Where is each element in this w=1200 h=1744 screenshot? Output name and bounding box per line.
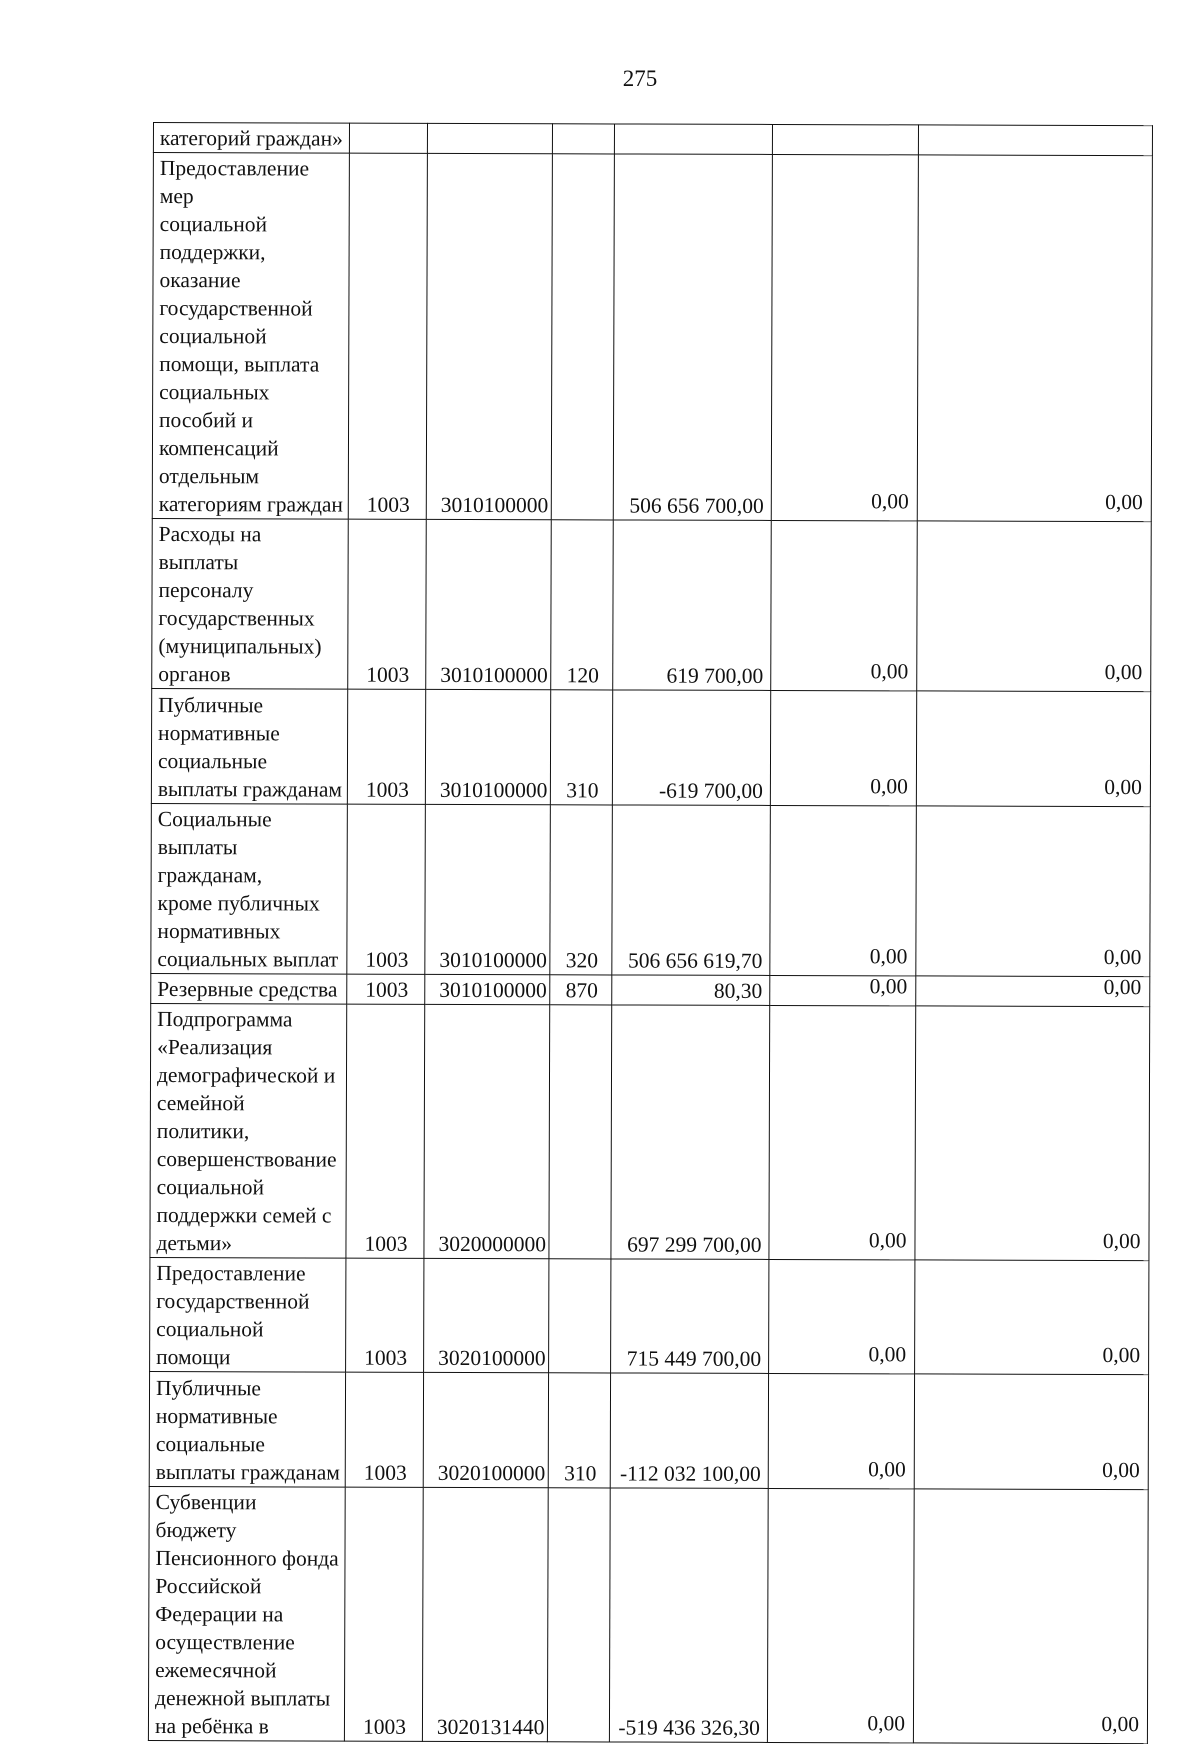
expense-type: 870 — [550, 975, 612, 1005]
amount-current: 506 656 619,70 — [612, 805, 771, 975]
target-code — [427, 123, 552, 153]
section-code: 1003 — [346, 1258, 424, 1372]
amount-plan-year — [915, 1260, 1149, 1375]
amount-current: 697 299 700,00 — [611, 1005, 770, 1259]
amount-next-year — [770, 805, 917, 975]
section-code: 1003 — [347, 804, 426, 974]
budget-table-wrapper — [148, 122, 1152, 1744]
amount-plan-year — [916, 691, 1150, 807]
amount-next-year — [771, 520, 918, 690]
target-code: 3020131440 — [422, 1487, 548, 1741]
amount-current: 715 449 700,00 — [611, 1259, 769, 1373]
expense-type: 310 — [548, 1373, 610, 1488]
table-row — [151, 803, 1151, 976]
budget-table — [148, 122, 1153, 1744]
table-row — [152, 518, 1152, 691]
target-code: 3020000000 — [424, 1004, 550, 1258]
section-code: 1003 — [347, 974, 425, 1004]
amount-current: 506 656 700,00 — [613, 154, 772, 520]
expense-type — [549, 1259, 611, 1373]
expense-type: 120 — [551, 520, 614, 690]
row-name: Подпрограмма «Реализация демографической и семейной политики, совершенствование социальной поддержки семей с детьми» — [150, 1003, 347, 1258]
amount-current: -112 032 100,00 — [610, 1373, 768, 1488]
amount-plan-year-value: 0,00 — [1101, 1711, 1140, 1737]
amount-next-year — [772, 124, 918, 154]
expense-type — [549, 1005, 612, 1259]
amount-current: -619 700,00 — [612, 690, 770, 805]
amount-plan-year-value: 0,00 — [1104, 774, 1142, 800]
amount-next-year-value: 0,00 — [867, 1711, 906, 1736]
target-code: 3010100000 — [425, 804, 551, 974]
row-name: Расходы на выплаты персоналу государственных (муниципальных) органов — [152, 518, 349, 689]
amount-plan-year-value: 0,00 — [1104, 659, 1143, 685]
section-code — [349, 123, 427, 153]
section-code: 1003 — [345, 1372, 423, 1487]
amount-plan-year — [915, 1006, 1150, 1261]
table-row — [151, 688, 1150, 806]
amount-current: -519 436 326,30 — [609, 1488, 768, 1742]
amount-next-year-value: 0,00 — [868, 1342, 907, 1367]
amount-next-year — [771, 154, 918, 520]
amount-next-year — [770, 975, 916, 1005]
amount-next-year-value: 0,00 — [869, 974, 908, 999]
target-code: 3020100000 — [424, 1258, 549, 1372]
amount-plan-year — [916, 976, 1150, 1007]
row-name: категорий граждан» — [153, 123, 349, 154]
expense-type: 320 — [550, 805, 613, 975]
amount-next-year — [768, 1373, 914, 1488]
amount-plan-year — [913, 1489, 1148, 1744]
amount-next-year — [767, 1488, 914, 1742]
amount-plan-year-value: 0,00 — [1103, 944, 1142, 970]
amount-plan-year-value: 0,00 — [1102, 1342, 1141, 1368]
amount-plan-year-value: 0,00 — [1105, 489, 1143, 515]
target-code: 3020100000 — [423, 1372, 548, 1487]
amount-plan-year — [914, 1374, 1148, 1490]
expense-type — [547, 1488, 610, 1742]
table-row — [150, 1003, 1150, 1260]
amount-plan-year-value: 0,00 — [1103, 974, 1142, 1000]
row-name: Предоставление мер социальной поддержки, оказание государственной социальной помощи, выплата социальных пособий и компенсаций отдельным категориям граждан — [152, 153, 349, 520]
amount-plan-year — [917, 521, 1152, 692]
amount-plan-year-value: 0,00 — [1102, 1228, 1141, 1254]
amount-next-year — [769, 1259, 915, 1373]
amount-plan-year-value: 0,00 — [1102, 1457, 1140, 1483]
row-name: Публичные нормативные социальные выплаты гражданам — [151, 688, 347, 804]
row-name: Социальные выплаты гражданам, кроме публичных нормативных социальных выплат — [151, 803, 348, 974]
row-name: Резервные средства — [151, 973, 347, 1004]
table-row — [149, 1371, 1148, 1489]
row-name: Субвенции бюджету Пенсионного фонда Российской Федерации на осуществление ежемесячной денежной выплаты на ребёнка в — [148, 1486, 345, 1741]
expense-type — [551, 154, 614, 520]
amount-next-year — [770, 690, 916, 805]
amount-next-year-value: 0,00 — [868, 1228, 907, 1253]
target-code: 3010100000 — [426, 519, 552, 689]
target-code: 3010100000 — [426, 153, 552, 519]
expense-type: 310 — [550, 690, 612, 805]
amount-next-year-value: 0,00 — [868, 1457, 906, 1482]
amount-plan-year — [918, 125, 1152, 156]
amount-current — [614, 124, 772, 154]
table-row — [153, 123, 1152, 156]
section-code: 1003 — [346, 1004, 425, 1258]
table-row — [148, 1486, 1148, 1743]
amount-next-year-value: 0,00 — [871, 489, 909, 514]
section-code: 1003 — [348, 153, 427, 519]
budget-table-body — [148, 123, 1152, 1744]
table-row — [150, 1257, 1149, 1374]
table-row — [151, 973, 1150, 1006]
section-code: 1003 — [348, 519, 427, 689]
amount-current: 619 700,00 — [613, 520, 772, 690]
expense-type — [552, 124, 614, 154]
page-number: 275 — [622, 66, 658, 91]
amount-plan-year — [916, 806, 1151, 977]
amount-plan-year — [917, 155, 1152, 522]
target-code: 3010100000 — [425, 974, 550, 1004]
target-code: 3010100000 — [425, 689, 550, 804]
amount-next-year-value: 0,00 — [870, 774, 908, 799]
row-name: Предоставление государственной социальной помощи — [150, 1257, 346, 1372]
amount-next-year — [769, 1005, 916, 1259]
amount-next-year-value: 0,00 — [870, 659, 909, 684]
table-row — [152, 153, 1152, 522]
amount-next-year-value: 0,00 — [869, 944, 908, 969]
section-code: 1003 — [344, 1487, 423, 1741]
amount-current: 80,30 — [612, 975, 770, 1005]
section-code: 1003 — [347, 689, 425, 804]
row-name: Публичные нормативные социальные выплаты гражданам — [149, 1371, 345, 1487]
